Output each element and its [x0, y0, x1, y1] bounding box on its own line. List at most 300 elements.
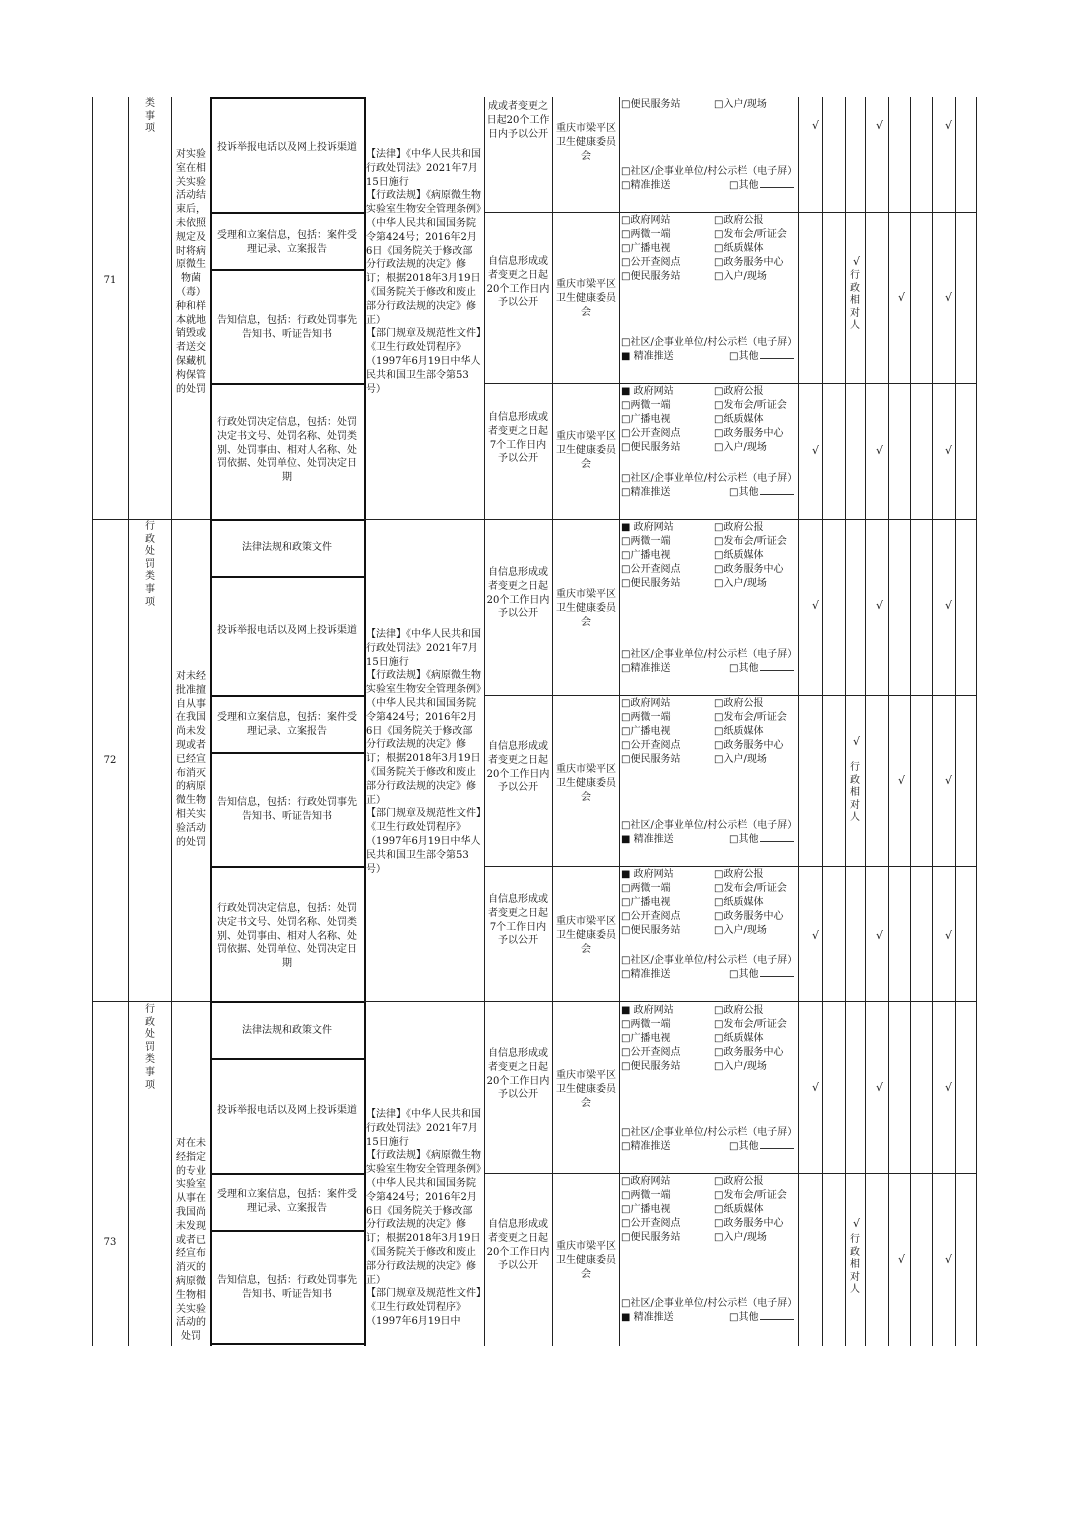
checkbox-empty-icon: □	[714, 536, 724, 547]
content-accept: 受理和立案信息，包括：案件受理记录、立案报告	[217, 230, 357, 255]
channel-option	[729, 350, 794, 364]
channel-row	[621, 924, 799, 938]
channel-option	[621, 98, 714, 112]
check-mark: √	[945, 1253, 953, 1266]
channel-option	[621, 711, 714, 725]
channel-option	[714, 214, 763, 228]
check-mark: √	[812, 599, 820, 612]
channel-row	[621, 385, 799, 399]
channel-row	[621, 214, 799, 228]
channel-label: 纸质媒体	[723, 1204, 764, 1215]
channel-option	[714, 910, 783, 924]
channel-label: 发布会/听证会	[723, 883, 787, 894]
channel-label: 政务服务中心	[723, 1047, 784, 1058]
table-hline	[210, 576, 364, 578]
table-hline	[484, 212, 976, 213]
channel-label: 公开查阅点	[630, 564, 681, 575]
channel-option	[621, 521, 714, 535]
check-mark: √	[945, 599, 953, 612]
channel-label: 社区/企事业单位/村公示栏（电子屏）	[630, 649, 798, 660]
channel-label: 两微一端	[630, 883, 671, 894]
blank-line	[760, 486, 794, 495]
check-mark: √	[898, 1253, 906, 1266]
channel-label: 广播电视	[630, 550, 671, 561]
channel-label: 政府公报	[723, 386, 764, 397]
checkbox-empty-icon: □	[714, 869, 724, 880]
channel-option	[714, 1217, 783, 1231]
channel-label: 政府网站	[633, 869, 674, 880]
disclosure-time: 成或者变更之日起20个工作日内予以公开	[486, 101, 550, 140]
table-hline	[210, 519, 364, 521]
checkbox-empty-icon: □	[621, 1127, 631, 1138]
channel-label: 政府网站	[630, 1176, 671, 1187]
channel-bottom	[621, 472, 799, 500]
checkbox-empty-icon: □	[729, 351, 739, 362]
checkbox-empty-icon: □	[714, 712, 724, 723]
checkbox-empty-icon: □	[729, 1312, 739, 1323]
row-number: 73	[103, 1237, 117, 1248]
channel-label: 便民服务站	[630, 1061, 681, 1072]
checkbox-empty-icon: □	[621, 911, 631, 922]
channel-label: 社区/企事业单位/村公示栏（电子屏）	[630, 955, 798, 966]
checkbox-empty-icon: □	[621, 487, 631, 498]
channel-row	[621, 256, 799, 270]
check-mark: √	[876, 929, 884, 942]
channel-bottom	[621, 648, 799, 676]
channel-checklist	[621, 385, 799, 518]
channel-option	[621, 1311, 729, 1325]
channel-label: 两微一端	[630, 712, 671, 723]
channel-row	[621, 427, 799, 441]
channel-label: 两微一端	[630, 400, 671, 411]
channel-option	[729, 1311, 794, 1325]
legal-basis: 【法律】《中华人民共和国行政处罚法》2021年7月15日施行 【行政法规】《病原微生物实验室生物安全管理条例》（中华人民共和国国务院令第424号；2016年2月6日《国务院关于修改部分行政法规的决定》修订；根据2018年3月19日《国务院关于修改和废止部分行政法规的决定》修正） 【部门规章及规范性文件】《卫生行政处罚程序》（1997年6月19日中	[366, 1109, 481, 1327]
table-vline	[619, 97, 620, 1346]
channel-row	[621, 563, 799, 577]
channel-option	[714, 1189, 787, 1203]
channel-row	[621, 228, 799, 242]
channel-label: 发布会/听证会	[723, 1019, 787, 1030]
table-vline	[932, 97, 933, 1346]
channel-row	[621, 270, 799, 284]
disclosure-subject: 重庆市梁平区卫生健康委员会	[556, 764, 616, 803]
channel-row	[621, 1217, 799, 1231]
channel-label: 便民服务站	[630, 442, 681, 453]
disclosure-subject: 重庆市梁平区卫生健康委员会	[556, 1070, 616, 1109]
channel-label: 广播电视	[630, 726, 671, 737]
channel-option	[714, 1175, 763, 1189]
channel-label: 入户/现场	[723, 1061, 767, 1072]
row-number: 72	[103, 755, 117, 766]
channel-option	[621, 242, 714, 256]
channel-label: 政务服务中心	[723, 1218, 784, 1229]
channel-label: 其他	[738, 180, 759, 191]
channel-option	[714, 739, 783, 753]
channel-option	[621, 228, 714, 242]
checkbox-empty-icon: □	[714, 414, 724, 425]
channel-option	[729, 1140, 794, 1154]
channel-option	[714, 1018, 787, 1032]
channel-label: 纸质媒体	[723, 897, 764, 908]
checkbox-empty-icon: □	[621, 550, 631, 561]
check-mark: √	[898, 774, 906, 787]
channel-label: 公开查阅点	[630, 740, 681, 751]
channel-label: 政务服务中心	[723, 911, 784, 922]
channel-option	[714, 521, 763, 535]
checkbox-empty-icon: □	[621, 99, 631, 110]
content-accept: 受理和立案信息，包括：案件受理记录、立案报告	[217, 712, 357, 737]
channel-option	[621, 1140, 729, 1154]
checkbox-empty-icon: □	[714, 578, 724, 589]
table-hline	[210, 212, 364, 214]
table-vline	[865, 97, 866, 1346]
channel-option	[714, 413, 763, 427]
channel-option	[621, 725, 714, 739]
checkbox-empty-icon: □	[621, 473, 631, 484]
channel-checklist	[621, 98, 799, 211]
channel-option	[729, 486, 794, 500]
channel-option	[621, 399, 714, 413]
channel-label: 纸质媒体	[723, 550, 764, 561]
content-complaint: 投诉举报电话以及网上投诉渠道	[217, 625, 357, 636]
channel-label: 政府公报	[723, 1176, 764, 1187]
table-vline	[822, 97, 823, 1346]
check-mark: √	[812, 1081, 820, 1094]
channel-option	[729, 179, 794, 193]
legal-basis: 【法律】《中华人民共和国行政处罚法》2021年7月15日施行 【行政法规】《病原微生物实验室生物安全管理条例》（中华人民共和国国务院令第424号；2016年2月6日《国务院关于修改部分行政法规的决定》修订；根据2018年3月19日《国务院关于修改和废止部分行政法规的决定》修正） 【部门规章及规范性文件】《卫生行政处罚程序》（1997年6月19日中华人民共和国卫生部令第53号）	[366, 149, 481, 395]
channel-option	[714, 270, 767, 284]
blank-line	[760, 350, 794, 359]
checkbox-empty-icon: □	[621, 955, 631, 966]
channel-label: 精准推送	[630, 487, 671, 498]
channel-option	[714, 242, 763, 256]
item-name: 对未经批准擅自从事在我国尚未发现或者已经宣布消灭的病原微生物相关实验活动的处罚	[176, 671, 206, 848]
channel-option	[714, 563, 783, 577]
blank-line	[760, 1140, 794, 1149]
channel-option	[621, 833, 729, 847]
channel-label: 便民服务站	[630, 754, 681, 765]
channel-bottom	[621, 819, 799, 847]
channel-option	[621, 1298, 797, 1309]
content-laws: 法律法规和政策文件	[242, 542, 332, 553]
channel-row	[621, 549, 799, 563]
channel-checklist	[621, 1175, 799, 1343]
checkbox-empty-icon: □	[621, 925, 631, 936]
checkbox-empty-icon: □	[621, 712, 631, 723]
channel-label: 社区/企事业单位/村公示栏（电子屏）	[630, 166, 798, 177]
channel-option	[621, 270, 714, 284]
channel-row	[621, 725, 799, 739]
checkbox-empty-icon: □	[621, 1033, 631, 1044]
channel-option	[621, 882, 714, 896]
table-hline	[484, 695, 976, 696]
channel-label: 广播电视	[630, 897, 671, 908]
channel-label: 入户/现场	[723, 578, 767, 589]
content-laws: 法律法规和政策文件	[242, 1025, 332, 1036]
blank-line	[760, 833, 794, 842]
channel-label: 其他	[738, 1312, 759, 1323]
checkbox-filled-icon: ■	[621, 1312, 634, 1323]
disclosure-time: 自信息形成或者变更之日起7个工作日内予以公开	[488, 894, 548, 947]
check-mark: √	[876, 444, 884, 457]
channel-label: 其他	[738, 834, 759, 845]
channel-option	[714, 427, 783, 441]
channel-option	[621, 441, 714, 455]
channel-option	[621, 577, 714, 591]
channel-label: 社区/企事业单位/村公示栏（电子屏）	[630, 1298, 798, 1309]
checkbox-empty-icon: □	[621, 663, 631, 674]
table-hline	[210, 695, 364, 697]
check-mark: √	[945, 1081, 953, 1094]
check-mark: √	[876, 599, 884, 612]
channel-option	[621, 1189, 714, 1203]
channel-label: 政务服务中心	[723, 428, 784, 439]
checkbox-empty-icon: □	[714, 400, 724, 411]
channel-label: 纸质媒体	[723, 726, 764, 737]
channel-checklist	[621, 868, 799, 1000]
channel-bottom	[621, 1297, 799, 1325]
content-decision: 行政处罚决定信息，包括：处罚决定书文号、处罚名称、处罚类别、处罚事由、相对人名称、处罚依据、处罚单位、处罚决定日期	[217, 417, 357, 484]
channel-option	[621, 1127, 797, 1138]
channel-label: 公开查阅点	[630, 911, 681, 922]
check-mark: √	[945, 444, 953, 457]
channel-row	[621, 1032, 799, 1046]
blank-line	[760, 179, 794, 188]
content-notice: 告知信息，包括：行政处罚事先告知书、听证告知书	[217, 315, 357, 340]
channel-row	[621, 753, 799, 767]
channel-label: 公开查阅点	[630, 1047, 681, 1058]
checkbox-empty-icon: □	[621, 754, 631, 765]
channel-label: 纸质媒体	[723, 1033, 764, 1044]
table-vline	[484, 97, 485, 1346]
channel-label: 社区/企事业单位/村公示栏（电子屏）	[630, 820, 798, 831]
channel-row	[621, 1004, 799, 1018]
channel-option	[621, 1217, 714, 1231]
channel-row	[621, 739, 799, 753]
channel-option	[621, 955, 797, 966]
blank-line	[760, 968, 794, 977]
channel-row	[621, 1060, 799, 1074]
table-vline	[910, 97, 911, 1346]
channel-option	[714, 924, 767, 938]
channel-label: 纸质媒体	[723, 414, 764, 425]
checkbox-empty-icon: □	[714, 897, 724, 908]
channel-option	[714, 697, 763, 711]
legal-basis: 【法律】《中华人民共和国行政处罚法》2021年7月15日施行 【行政法规】《病原微生物实验室生物安全管理条例》（中华人民共和国国务院令第424号；2016年2月6日《国务院关于修改部分行政法规的决定》修订；根据2018年3月19日《国务院关于修改和废止部分行政法规的决定》修正） 【部门规章及规范性文件】《卫生行政处罚程序》（1997年6月19日中华人民共和国卫生部令第53号）	[366, 629, 481, 875]
checkbox-empty-icon: □	[729, 969, 739, 980]
checkbox-empty-icon: □	[621, 1204, 631, 1215]
checkbox-empty-icon: □	[621, 1190, 631, 1201]
channel-row	[621, 1189, 799, 1203]
channel-label: 入户/现场	[723, 1232, 767, 1243]
channel-label: 公开查阅点	[630, 1218, 681, 1229]
checkbox-empty-icon: □	[621, 1176, 631, 1187]
content-decision: 行政处罚决定信息，包括：处罚决定书文号、处罚名称、处罚类别、处罚事由、相对人名称、处罚依据、处罚单位、处罚决定日期	[217, 903, 357, 970]
checkbox-empty-icon: □	[621, 442, 631, 453]
channel-option	[714, 1231, 767, 1245]
channel-label: 政府网站	[633, 522, 674, 533]
checkbox-empty-icon: □	[714, 911, 724, 922]
channel-label: 政府公报	[723, 869, 764, 880]
table-vline	[976, 97, 977, 1346]
channel-label: 发布会/听证会	[723, 229, 787, 240]
checkbox-empty-icon: □	[621, 536, 631, 547]
channel-option	[621, 924, 714, 938]
disclosure-time: 自信息形成或者变更之日起20个工作日内予以公开	[486, 256, 550, 309]
checkbox-empty-icon: □	[714, 1176, 724, 1187]
checkbox-empty-icon: □	[729, 663, 739, 674]
checkbox-empty-icon: □	[621, 969, 631, 980]
checkbox-empty-icon: □	[621, 180, 631, 191]
channel-label: 社区/企事业单位/村公示栏（电子屏）	[630, 1127, 798, 1138]
table-hline	[484, 1173, 976, 1174]
channel-label: 公开查阅点	[630, 428, 681, 439]
checkbox-empty-icon: □	[621, 820, 631, 831]
channel-label: 发布会/听证会	[723, 1190, 787, 1201]
check-mark: √	[945, 929, 953, 942]
channel-option	[714, 725, 763, 739]
checkbox-empty-icon: □	[714, 564, 724, 575]
channel-option	[621, 413, 714, 427]
channel-option	[621, 896, 714, 910]
channel-option	[714, 1046, 783, 1060]
checkbox-empty-icon: □	[621, 257, 631, 268]
channel-row	[621, 711, 799, 725]
channel-option	[729, 968, 794, 982]
table-hline	[210, 383, 364, 385]
channel-option	[714, 228, 787, 242]
channel-label: 其他	[738, 351, 759, 362]
disclosure-time: 自信息形成或者变更之日起20个工作日内予以公开	[486, 741, 550, 794]
checkbox-empty-icon: □	[621, 243, 631, 254]
checkbox-empty-icon: □	[714, 1190, 724, 1201]
check-mark: √	[876, 119, 884, 132]
channel-option	[621, 535, 714, 549]
content-notice: 告知信息，包括：行政处罚事先告知书、听证告知书	[217, 797, 357, 822]
checkbox-empty-icon: □	[621, 1047, 631, 1058]
channel-option	[621, 739, 714, 753]
channel-option	[621, 1203, 714, 1217]
channel-label: 入户/现场	[723, 271, 767, 282]
checkbox-empty-icon: □	[621, 400, 631, 411]
channel-checklist	[621, 1004, 799, 1172]
target-object: 行政相对人	[850, 270, 860, 332]
row-number: 71	[103, 275, 117, 286]
check-mark: √	[876, 1081, 884, 1094]
channel-label: 精准推送	[633, 351, 674, 362]
target-object: 行政相对人	[850, 1234, 860, 1296]
channel-option	[621, 473, 797, 484]
channel-row	[621, 882, 799, 896]
channel-option	[621, 968, 729, 982]
disclosure-subject: 重庆市梁平区卫生健康委员会	[556, 279, 616, 318]
channel-label: 公开查阅点	[630, 257, 681, 268]
table-hline	[210, 866, 364, 868]
table-hline	[210, 1173, 364, 1175]
channel-bottom	[621, 336, 799, 364]
content-complaint: 投诉举报电话以及网上投诉渠道	[217, 1105, 357, 1116]
channel-option	[714, 1004, 763, 1018]
checkbox-empty-icon: □	[714, 442, 724, 453]
disclosure-subject: 重庆市梁平区卫生健康委员会	[556, 123, 616, 162]
check-mark: √	[945, 291, 953, 304]
check-mark: √	[812, 444, 820, 457]
table-vline	[128, 97, 129, 1346]
checkbox-empty-icon: □	[714, 1005, 724, 1016]
channel-option	[621, 868, 714, 882]
table-hline	[210, 1230, 364, 1232]
channel-label: 精准推送	[630, 969, 671, 980]
checkbox-empty-icon: □	[621, 649, 631, 660]
checkbox-empty-icon: □	[714, 243, 724, 254]
channel-label: 广播电视	[630, 1204, 671, 1215]
channel-option	[621, 820, 797, 831]
checkbox-empty-icon: □	[729, 487, 739, 498]
disclosure-time: 自信息形成或者变更之日起20个工作日内予以公开	[486, 1219, 550, 1272]
channel-label: 入户/现场	[723, 442, 767, 453]
channel-row	[621, 1175, 799, 1189]
check-mark: √	[945, 119, 953, 132]
channel-label: 精准推送	[630, 180, 671, 191]
channel-option	[714, 256, 783, 270]
checkbox-empty-icon: □	[621, 271, 631, 282]
channel-bottom	[621, 165, 799, 193]
channel-option	[621, 563, 714, 577]
channel-row	[621, 1018, 799, 1032]
channel-label: 其他	[738, 663, 759, 674]
channel-option	[621, 1032, 714, 1046]
checkbox-empty-icon: □	[621, 698, 631, 709]
blank-line	[760, 662, 794, 671]
channel-label: 便民服务站	[630, 1232, 681, 1243]
table-vline	[888, 97, 889, 1346]
channel-label: 入户/现场	[723, 99, 767, 110]
checkbox-empty-icon: □	[714, 428, 724, 439]
table-hline	[210, 1058, 364, 1060]
channel-label: 精准推送	[630, 663, 671, 674]
disclosure-subject: 重庆市梁平区卫生健康委员会	[556, 431, 616, 470]
channel-row	[621, 1231, 799, 1245]
channel-row	[621, 896, 799, 910]
channel-label: 政府公报	[723, 215, 764, 226]
channel-row	[621, 1046, 799, 1060]
channel-option	[621, 179, 729, 193]
checkbox-empty-icon: □	[621, 883, 631, 894]
checkbox-filled-icon: ■	[621, 522, 634, 533]
checkbox-empty-icon: □	[714, 1061, 724, 1072]
checkbox-empty-icon: □	[714, 740, 724, 751]
checkbox-empty-icon: □	[621, 1141, 631, 1152]
channel-option	[621, 1018, 714, 1032]
checkbox-empty-icon: □	[714, 1218, 724, 1229]
channel-label: 政府公报	[723, 522, 764, 533]
checkbox-empty-icon: □	[714, 386, 724, 397]
checkbox-empty-icon: □	[621, 1298, 631, 1309]
channel-option	[714, 896, 763, 910]
channel-label: 政府网站	[630, 698, 671, 709]
channel-label: 政府网站	[633, 1005, 674, 1016]
item-name: 对在未经指定的专业实验室从事在我国尚未发现或者已经宣布消灭的病原微生物相关实验活动的处罚	[176, 1138, 206, 1343]
item-category: 类事项	[145, 98, 155, 135]
checkbox-empty-icon: □	[714, 698, 724, 709]
check-mark: √	[853, 255, 861, 268]
channel-bottom	[621, 1126, 799, 1154]
check-mark: √	[898, 291, 906, 304]
channel-row	[621, 98, 799, 112]
checkbox-empty-icon: □	[714, 550, 724, 561]
checkbox-empty-icon: □	[714, 271, 724, 282]
check-mark: √	[945, 774, 953, 787]
